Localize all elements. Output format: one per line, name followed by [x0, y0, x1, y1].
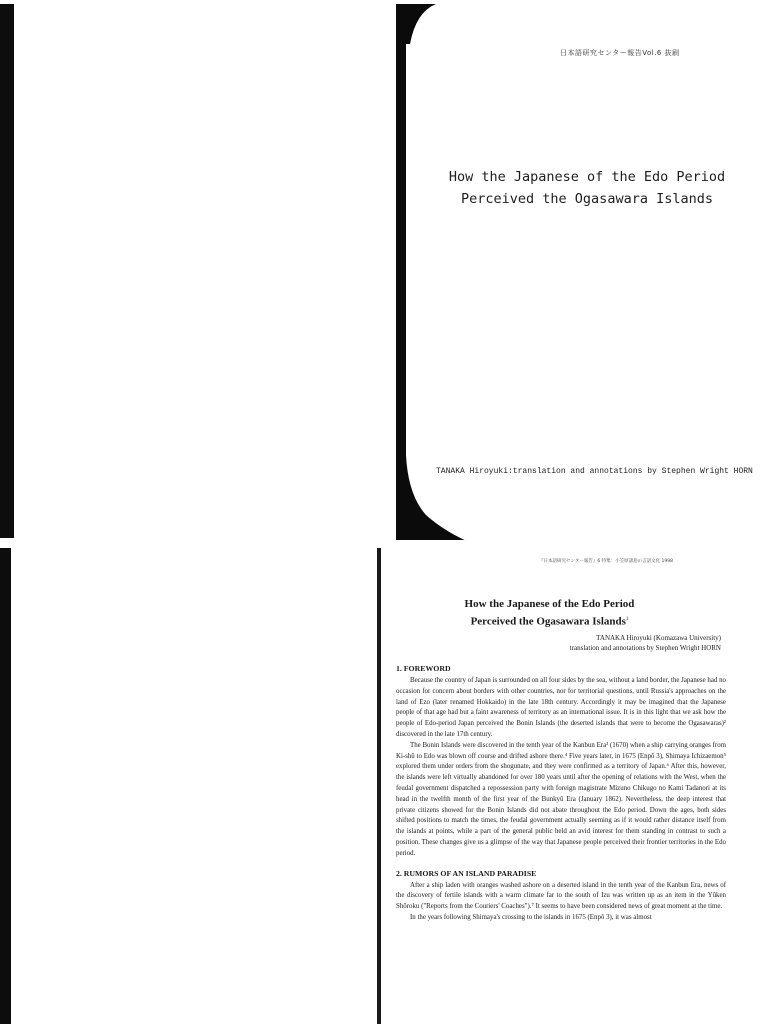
translator-line: translation and annotations by Stephen Wright HORN: [569, 644, 721, 652]
book-spine-bottom: [377, 548, 381, 1024]
section-1-heading: 1. FOREWORD: [396, 664, 451, 673]
title-page-heading: [406, 166, 768, 210]
article-title-line-2-text: Perceived the Ogasawara Islands: [470, 615, 626, 628]
running-head: 『日本語研究センター報告』6 特集：小笠原諸島の言語文化 1998: [539, 559, 673, 564]
scan-edge-top-left: [0, 4, 14, 538]
author-affiliation: [396, 633, 721, 653]
title-line-1: How the Japanese of the Edo Period: [448, 169, 726, 185]
scan-shadow-top: [396, 4, 436, 44]
page-divider: [0, 540, 768, 548]
credit-prefix: TANAKA Hiroyuki:translation and annotations by Stephen Wright: [436, 467, 734, 476]
article-page: [396, 548, 768, 1024]
title-line-2: Perceived the Ogasawara Islands: [461, 191, 713, 207]
article-body: [396, 663, 726, 924]
article-title-line-2: [396, 612, 703, 630]
author-line: TANAKA Hiroyuki (Komazawa University): [596, 634, 721, 642]
article-title-line-1: How the Japanese of the Edo Period: [464, 598, 635, 610]
credit-surname: HORN: [733, 467, 753, 476]
journal-offprint-header: 日本語研究センター報告Vol.6 抜刷: [560, 49, 680, 57]
section-2-paragraph-1: After a ship laden with oranges washed ashore on a deserted island in the tenth year of the Kanbun Era, news of the discovery of fertile islands with a warm climate far to the south of Izu was written up as an item in the Yûken Shôroku ("Reports from the Couriers' Coaches").⁷ It seems to have been considered news of great moment at the time.: [396, 881, 726, 911]
article-title: [396, 597, 703, 630]
title-page-credit: [436, 467, 756, 476]
section-1-paragraph-2: The Bonin Islands were discovered in the tenth year of the Kanbun Era³ (1670) when a ship carrying oranges from Ki-shû to Edo was blown off course and drifted ashore there.⁴ Five years later, in 1675 (Enpô 3), Shimaya Ichizaemon⁵ explored them under orders from the shogunate, and they were confirmed as a territory of Japan.⁶ After this, however, the islands were left virtually abandoned for over 180 years until after the opening of relations with the West, when the feudal government dispatched a repossession party with foreign magistrate Mizuno Chikugo no Kami Tadanori at its head in the twelfth month of the first year of the Bunkyû Era (January 1862). Nevertheless, the deep interest that private citizens showed for the Bonin Islands did not abate throughout the Edo period. Down the ages, both sides shifted positions to match the times, the feudal government actually seeming as if it would rather distance itself from the islands at points, while a part of the general public held an avid interest for them standing in contrast to such a position. These changes give us a glimpse of the way that Japanese people perceived their frontier territories in the Edo period.: [396, 741, 726, 857]
section-2-heading: 2. RUMORS OF AN ISLAND PARADISE: [396, 868, 537, 878]
section-2-paragraph-2: In the years following Shimaya's crossing to the islands in 1675 (Enpô 3), it was almost: [410, 913, 652, 921]
section-1-paragraph-1: Because the country of Japan is surrounded on all four sides by the sea, without a land border, the Japanese had no occasion for concern about borders with other countries, nor for territorial questions, until Russia's approaches on the land of Ezo (later renamed Hokkaido) in the late 18th century. Accordingly it may be imagined that the Japanese people of that age had but a faint awareness of territory as an international issue. It is in this light that we ask how the people of Edo-period Japan perceived the Bonin Islands (the deserted islands that were to become the Ogasawaras)² discovered in the late 17th century.: [396, 677, 726, 738]
scan-edge-bottom-left: [0, 548, 11, 1024]
footnote-marker: 1: [625, 617, 629, 622]
